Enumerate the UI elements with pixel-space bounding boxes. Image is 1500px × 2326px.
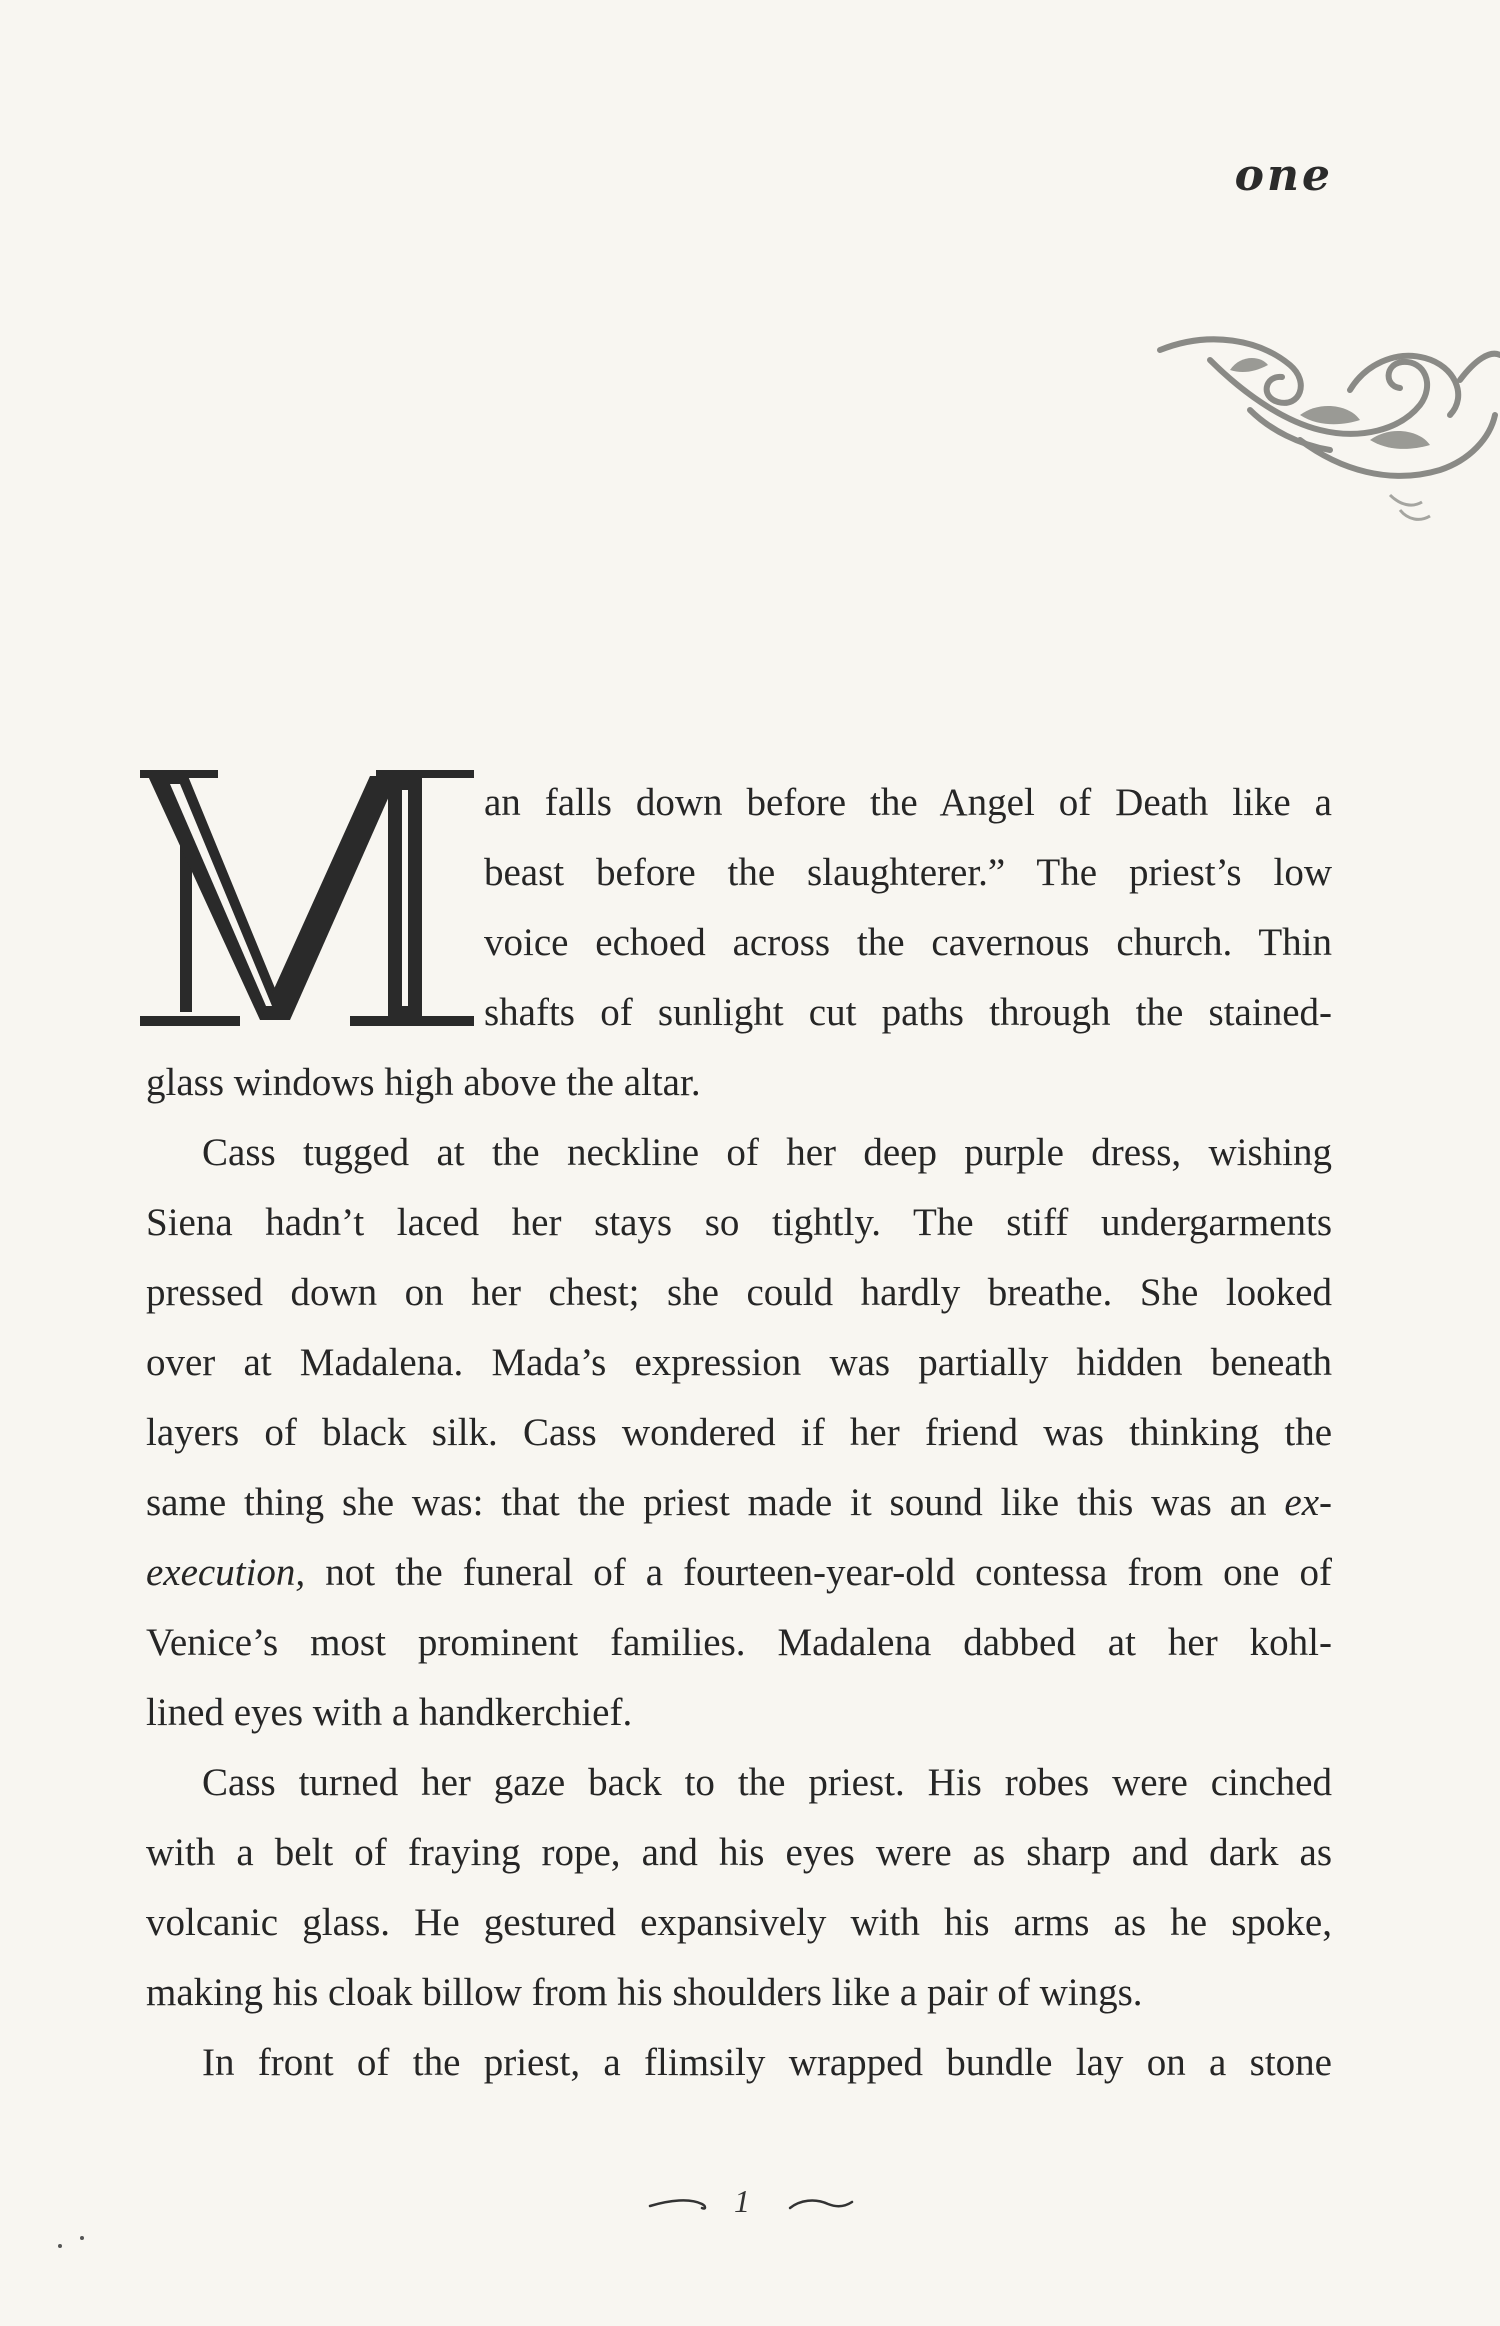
text-line: with a belt of fraying rope, and his eyes were as sharp and dark as [146,1831,1332,1874]
text-line: Siena hadn’t laced her stays so tightly. The stiff undergarments [146,1201,1332,1244]
text-line: beast before the slaughterer.” The priest’s low [484,851,1332,894]
footer-swash-ornament [640,2178,860,2228]
paper-speck [80,2236,84,2240]
text-line: making his cloak billow from his shoulders like a pair of wings. [146,1971,1143,2014]
page-footer [0,2178,1500,2228]
chapter-title: one [1234,150,1333,201]
drop-cap-letter [140,770,141,771]
text-line: lined eyes with a handkerchief. [146,1691,633,1734]
page-number: 1 [734,2183,750,2219]
chapter-body [146,768,1332,2098]
text-line: an falls down before the Angel of Death like a [484,781,1332,824]
paragraph-4 [146,2028,1332,2098]
italic-fragment: execution, [146,1551,306,1594]
text-line: layers of black silk. Cass wondered if her friend was thinking the [146,1411,1332,1454]
text-line: volcanic glass. He gestured expansively with his arms as he spoke, [146,1901,1332,1944]
text-line [146,1468,1332,1538]
text-line: Cass tugged at the neckline of her deep purple dress, wishing [202,1131,1332,1174]
drop-cap [140,770,474,1030]
paper-speck [58,2244,62,2248]
text-line: glass windows high above the altar. [146,1061,701,1104]
paragraph-2 [146,1118,1332,1748]
text-line: pressed down on her chest; she could hardly breathe. She looked [146,1271,1332,1314]
text-fragment: not the funeral of a fourteen-year-old contessa from one of [305,1551,1332,1594]
text-fragment: same thing she was: that the priest made it sound like this was an [146,1481,1285,1524]
drop-cap-glyph [140,770,474,1030]
text-line: In front of the priest, a flimsily wrapped bundle lay on a stone [202,2041,1332,2084]
flourish-ornament [1150,320,1500,560]
text-line: shafts of sunlight cut paths through the stained- [484,991,1332,1034]
text-line [146,1538,1332,1608]
text-line: Cass turned her gaze back to the priest. His robes were cinched [202,1761,1332,1804]
text-line: voice echoed across the cavernous church. Thin [484,921,1332,964]
italic-fragment: ex- [1284,1481,1332,1524]
text-line: over at Madalena. Mada’s expression was partially hidden beneath [146,1341,1332,1384]
text-line: Venice’s most prominent families. Madalena dabbed at her kohl- [146,1621,1332,1664]
paragraph-3 [146,1748,1332,2028]
